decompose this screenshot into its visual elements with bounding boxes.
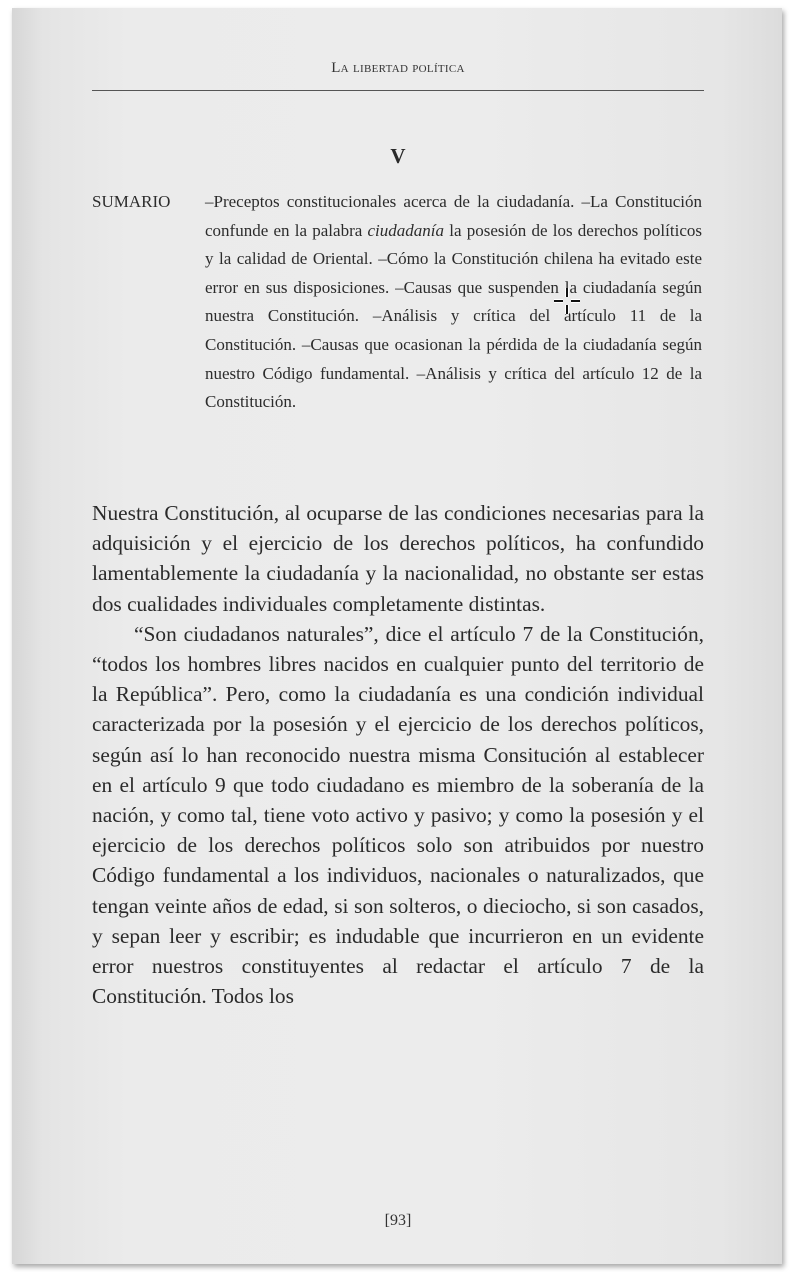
book-page bbox=[12, 8, 782, 1264]
chapter-number: V bbox=[390, 144, 406, 168]
summary-text bbox=[205, 188, 702, 417]
header-rule bbox=[92, 90, 704, 91]
summary-term: ciudadanía bbox=[367, 220, 444, 240]
summary-lead: –Preceptos constitucionales acerca de la ciudadanía. –La Constitución confunde en la palabra bbox=[205, 192, 702, 240]
summary-rest: la posesión de los derechos políticos y la calidad de Oriental. –Cómo la Constitución chilena ha evitado este error en sus disposiciones. –Causas que suspenden la ciudadanía según nuestra Constitución. –Análisis y crítica del artículo 11 de la Constitución. –Causas que ocasionan la pérdida de la ciudadanía según nuestro Código fundamental. –Análisis y crítica del artículo 12 de la Constitución. bbox=[205, 220, 702, 412]
crosshair-cursor-icon bbox=[552, 286, 582, 316]
page-number: [93] bbox=[384, 1212, 412, 1229]
summary-label: SUMARIO bbox=[92, 192, 171, 211]
body-text bbox=[92, 498, 704, 1011]
body-paragraph: Nuestra Constitución, al ocuparse de las condiciones necesarias para la adquisición y el ejercicio de los derechos políticos, ha confundido lamentablemente la ciudadanía y la nacionalidad, no obstante ser estas dos cualidades individuales completamente distintas. bbox=[92, 501, 704, 616]
running-head-title: La libertad política bbox=[331, 60, 465, 76]
body-paragraph: “Son ciudadanos naturales”, dice el artículo 7 de la Constitución, “todos los hombres libres nacidos en cualquier punto del territorio de la República”. Pero, como la ciudadanía es una condición individual caracterizada por la posesión y el ejercicio de los derechos políticos, según así lo han reconocido nuestra misma Consitución al establecer en el artículo 9 que todo ciudadano es miembro de la soberanía de la nación, y como tal, tiene voto activo y pasivo; y como la posesión y el ejercicio de los derechos políticos solo son atribuidos por nuestro Código fundamental a los individuos, nacionales o naturalizados, que tengan veinte años de edad, si son solteros, o dieciocho, si son casados, y sepan leer y escribir; es indudable que incurrieron en un evidente error nuestros constituyentes al redactar el artículo 7 de la Constitución. Todos los bbox=[92, 621, 704, 1009]
